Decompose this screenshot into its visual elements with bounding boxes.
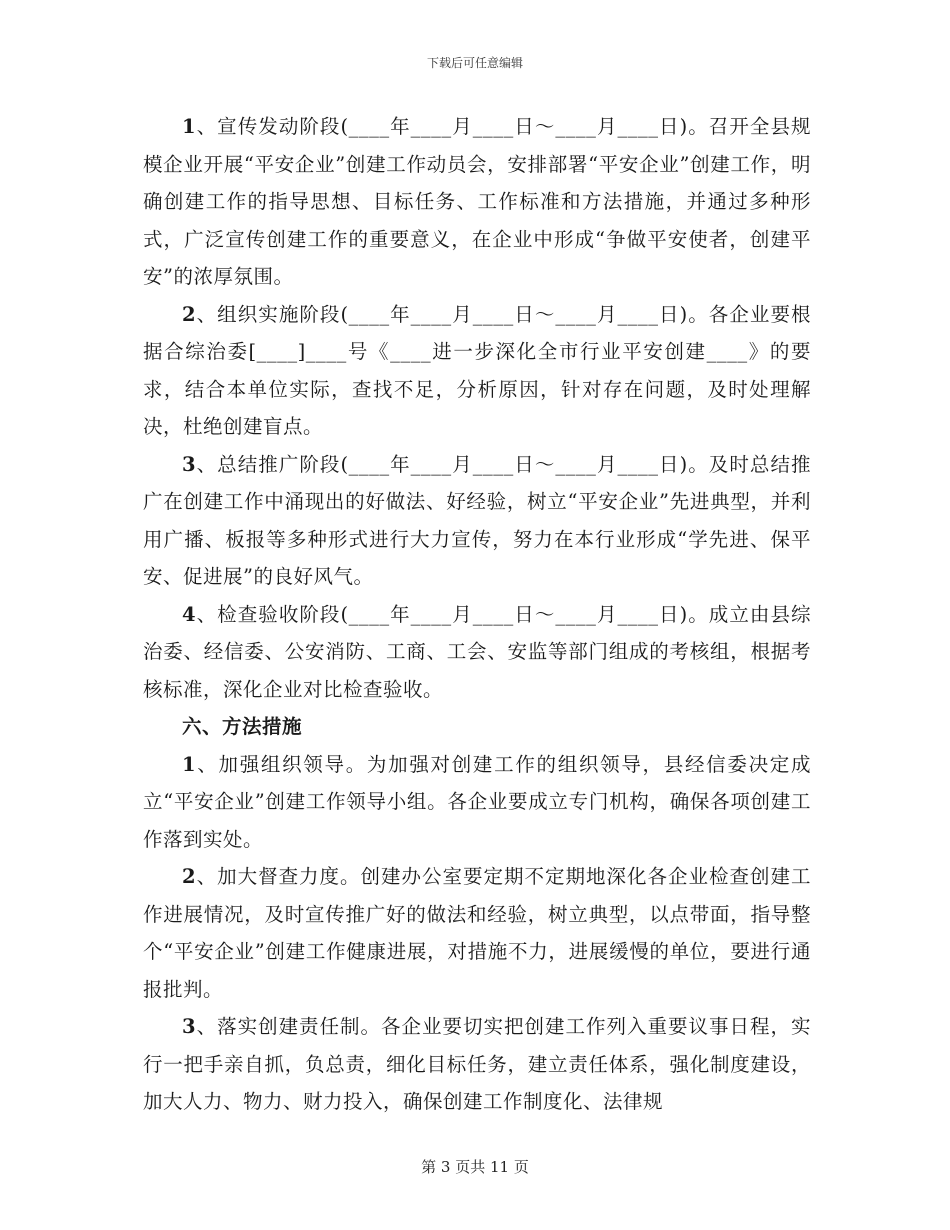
stage-paragraph-3 xyxy=(143,446,811,596)
paragraph-text: 、组织实施阶段(____年____月____日～____月____日)。各企业要根据合综治委[____]____号《____进一步深化全市行业平安创建____》的要求，结合本单位实际，查找不足，分析原因，针对存在问题，及时处理解决，杜绝创建盲点。 xyxy=(143,302,811,438)
stage-paragraph-4 xyxy=(143,596,811,709)
paragraph-text: 、宣传发动阶段(____年____月____日～____月____日)。召开全县规模企业开展“平安企业”创建工作动员会，安排部署“平安企业”创建工作，明确创建工作的指导思想、目标任务、工作标准和方法措施，并通过多种形式，广泛宣传创建工作的重要意义，在企业中形成“争做平安使者，创建平安”的浓厚氛围。 xyxy=(143,115,811,288)
paragraph-text: 、检查验收阶段(____年____月____日～____月____日)。成立由县综治委、经信委、公安消防、工商、工会、安监等部门组成的考核组，根据考核标准，深化企业对比检查验收。 xyxy=(143,602,811,701)
page-number-footer: 第 3 页共 11 页 xyxy=(421,1158,529,1176)
item-number: 2 xyxy=(182,302,197,326)
measure-paragraph-1 xyxy=(143,746,811,859)
item-number: 2 xyxy=(182,865,197,888)
item-number: 3 xyxy=(182,452,197,476)
paragraph-text: 、加强组织领导。为加强对创建工作的组织领导，县经信委决定成立“平安企业”创建工作领导小组。各企业要成立专门机构，确保各项创建工作落到实处。 xyxy=(143,752,811,851)
measure-paragraph-2 xyxy=(143,858,811,1008)
paragraph-text: 、加大督查力度。创建办公室要定期不定期地深化各企业检查创建工作进展情况，及时宣传推广好的做法和经验，树立典型，以点带面，指导整个“平安企业”创建工作健康进展，对措施不力，进展缓慢的单位，要进行通报批判。 xyxy=(143,865,811,1001)
item-number: 3 xyxy=(182,1015,197,1038)
stage-paragraph-2 xyxy=(143,296,811,446)
paragraph-text: 、总结推广阶段(____年____月____日～____月____日)。及时总结推广在创建工作中涌现出的好做法、好经验，树立“平安企业”先进典型，并利用广播、板报等多种形式进行大力宣传，努力在本行业形成“学先进、保平安、促进展”的良好风气。 xyxy=(143,452,811,588)
paragraph-text: 、落实创建责任制。各企业要切实把创建工作列入重要议事日程，实行一把手亲自抓，负总责，细化目标任务，建立责任体系，强化制度建设，加大人力、物力、财力投入，确保创建工作制度化、法律规 xyxy=(143,1015,811,1113)
section-heading: 六、方法措施 xyxy=(182,715,303,738)
item-number: 1 xyxy=(182,115,197,138)
item-number: 4 xyxy=(182,602,197,626)
document-body xyxy=(143,108,811,1121)
stage-paragraph-1 xyxy=(143,108,811,296)
header-note: 下载后可任意编辑 xyxy=(426,56,523,70)
measure-paragraph-3 xyxy=(143,1008,811,1121)
item-number: 1 xyxy=(182,752,197,776)
